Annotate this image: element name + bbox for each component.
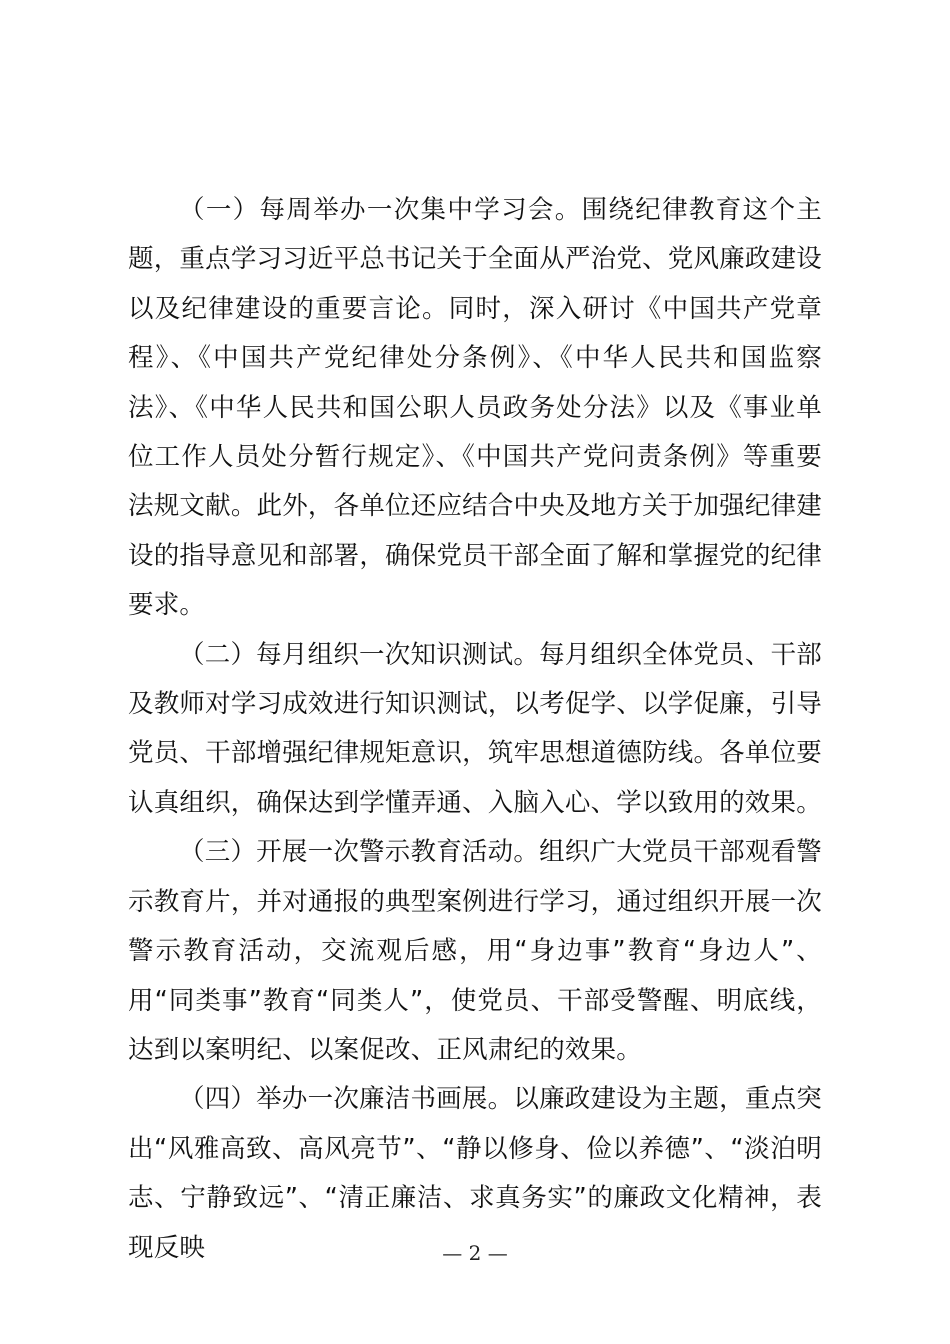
- page-number: — 2 —: [442, 1241, 508, 1265]
- paragraph-4: （四）举办一次廉洁书画展。以廉政建设为主题，重点突出“风雅高致、高风亮节”、“静以修身、俭以养德”、“淡泊明志、宁静致远”、“清正廉洁、求真务实”的廉政文化精神，表现反映: [128, 1084, 822, 1263]
- document-body: [128, 186, 822, 1273]
- paragraph-3: （三）开展一次警示教育活动。组织广大党员干部观看警示教育片，并对通报的典型案例进行学习，通过组织开展一次警示教育活动，交流观后感，用“身边事”教育“身边人”、用“同类事”教育“同类人”，使党员、干部受警醒、明底线，达到以案明纪、以案促改、正风肃纪的效果。: [128, 837, 822, 1065]
- paragraph-1: （一）每周举办一次集中学习会。围绕纪律教育这个主题，重点学习习近平总书记关于全面从严治党、党风廉政建设以及纪律建设的重要言论。同时，深入研讨《中国共产党章程》、《中国共产党纪律处分条例》、《中华人民共和国监察法》、《中华人民共和国公职人员政务处分法》以及《事业单位工作人员处分暂行规定》、《中国共产党问责条例》等重要法规文献。此外，各单位还应结合中央及地方关于加强纪律建设的指导意见和部署，确保党员干部全面了解和掌握党的纪律要求。: [128, 195, 822, 621]
- paragraph-2: （二）每月组织一次知识测试。每月组织全体党员、干部及教师对学习成效进行知识测试，以考促学、以学促廉，引导党员、干部增强纪律规矩意识，筑牢思想道德防线。各单位要认真组织，确保达到学懂弄通、入脑入心、学以致用的效果。: [128, 639, 822, 818]
